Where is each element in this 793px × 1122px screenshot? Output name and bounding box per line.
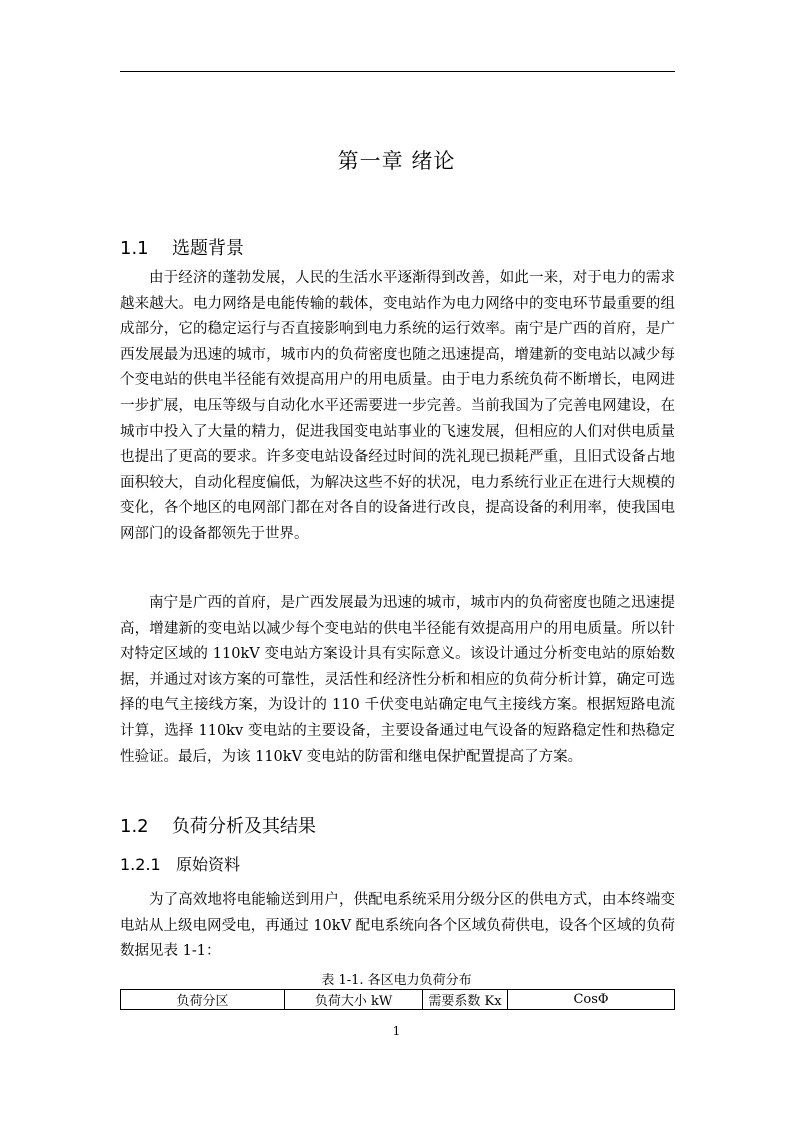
section-number: 1.2.1	[120, 855, 161, 874]
paragraph-raw-data: 为了高效地将电能输送到用户，供配电系统采用分级分区的供电方式，由本终端变电站从上级电网受电，再通过 10kV 配电系统向各个区域负荷供电，设各个区域的负荷数据见表 1-1：	[120, 892, 675, 960]
section-title: 负荷分析及其结果	[172, 816, 316, 837]
section-heading-1-1	[120, 234, 244, 260]
chapter-title: 第一章 绪论	[337, 149, 456, 173]
table-header-cell: CosΦ	[508, 990, 675, 1010]
section-heading-1-2-1	[120, 852, 240, 875]
load-distribution-table	[120, 989, 675, 1010]
header-rule	[120, 71, 675, 72]
table-header-row	[121, 990, 675, 1010]
section-title: 选题背景	[172, 238, 244, 259]
paragraph-background-2: 南宁是广西的首府，是广西发展最为迅速的城市，城市内的负荷密度也随之迅速提高，增建新的变电站以减少每个变电站的供电半径能有效提高用户的用电质量。所以针对特定区域的 110kV 变电站方案设计具有实际意义。该设计通过分析变电站的原始数据，并通过对该方案的可靠性，灵活性和经济性分析和相应的负荷分析计算，确定可选择的电气主接线方案，为设计的 110 千伏变电站确定电气主接线方案。根据短路电流计算，选择 110kv 变电站的主要设备，主要设备通过电气设备的短路稳定性和热稳定性验证。最后，为该 110kV 变电站的防雷和继电保护配置提高了方案。	[120, 595, 675, 765]
paragraph-background-1: 由于经济的蓬勃发展，人民的生活水平逐渐得到改善，如此一来，对于电力的需求越来越大。电力网络是电能传输的载体，变电站作为电力网络中的变电环节最重要的组成部分，它的稳定运行与否直接影响到电力系统的运行效率。南宁是广西的首府，是广西发展最为迅速的城市，城市内的负荷密度也随之迅速提高，增建新的变电站以减少每个变电站的供电半径能有效提高用户的用电质量。由于电力系统负荷不断增长，电网进一步扩展，电压等级与自动化水平还需要进一步完善。当前我国为了完善电网建设，在城市中投入了大量的精力，促进我国变电站事业的飞速发展，但相应的人们对供电质量也提出了更高的要求。许多变电站设备经过时间的洗礼现已损耗严重，且旧式设备占地面积较大，自动化程度偏低，为解决这些不好的状况，电力系统行业正在进行大规模的变化，各个地区的电网部门都在对各自的设备进行改良，提高设备的利用率，使我国电网部门的设备都领先于世界。	[120, 270, 675, 542]
section-number: 1.1	[120, 238, 149, 259]
table-header-cell: 需要系数 Kx	[423, 990, 508, 1010]
table-header-cell: 负荷分区	[121, 990, 285, 1010]
section-number: 1.2	[120, 816, 149, 837]
table-caption: 表 1-1. 各区电力负荷分布	[321, 973, 472, 988]
section-heading-1-2	[120, 812, 316, 838]
table-header-cell: 负荷大小 kW	[285, 990, 423, 1010]
page-number: 1	[392, 1024, 401, 1038]
section-title: 原始资料	[176, 855, 241, 874]
